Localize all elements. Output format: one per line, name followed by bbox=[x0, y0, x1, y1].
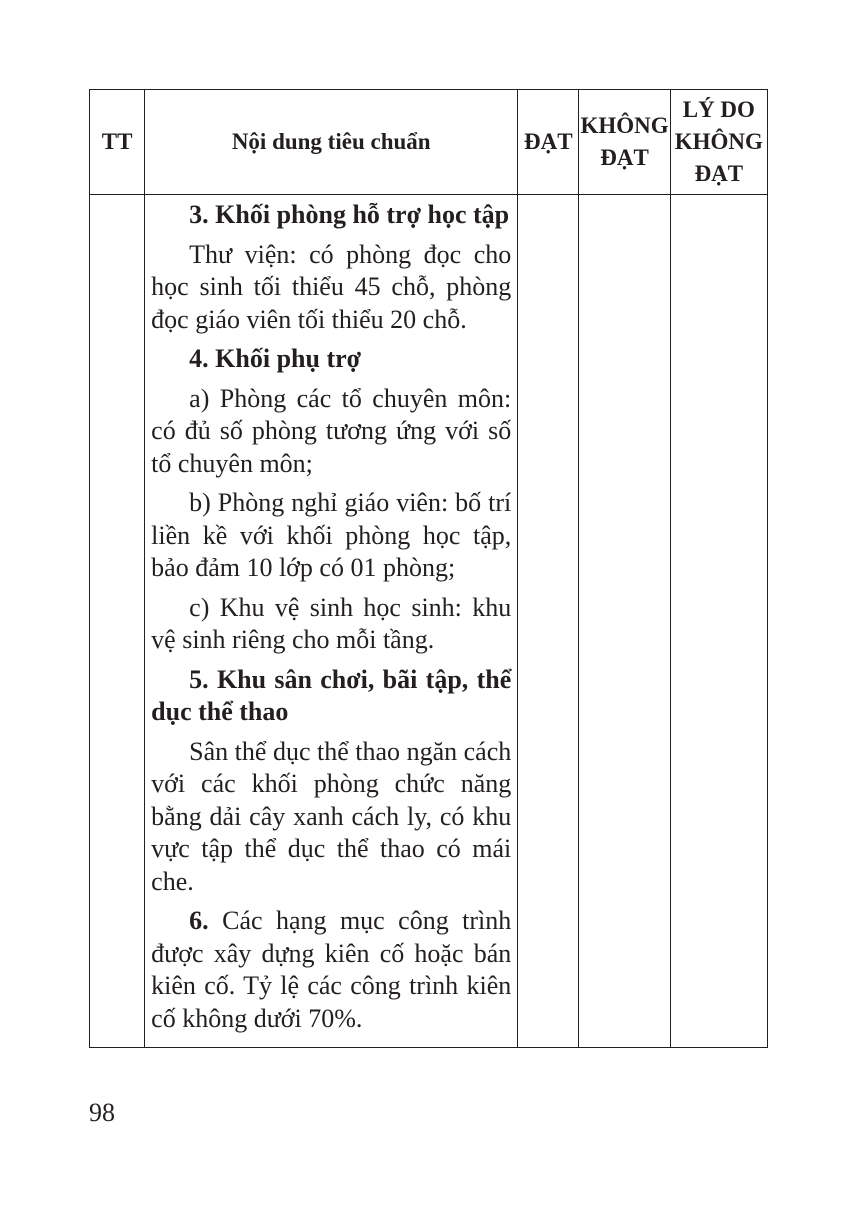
cell-content bbox=[145, 195, 518, 1048]
header-dat bbox=[518, 90, 579, 195]
section-3-text: Thư viện: có phòng đọc cho học sinh tối thiểu 45 chỗ, phòng đọc giáo viên tối thiểu 20 chỗ. bbox=[151, 239, 512, 334]
table-row bbox=[90, 195, 768, 1048]
header-content bbox=[145, 90, 518, 195]
header-ly-do bbox=[670, 90, 767, 195]
section-5-text: Sân thể dục thể thao ngăn cách với các khối phòng chức năng bằng dải cây xanh cách ly, có khu vực tập thể dục thể thao có mái che. bbox=[151, 736, 512, 896]
page-number: 98 bbox=[89, 1098, 115, 1127]
header-dat-label: ĐẠT bbox=[524, 128, 573, 154]
header-tt bbox=[90, 90, 145, 195]
section-4-heading: 4. Khối phụ trợ bbox=[189, 344, 362, 373]
header-khong-dat-line2: ĐẠT bbox=[600, 145, 649, 170]
section-6-text bbox=[151, 905, 511, 1035]
section-3-heading: 3. Khối phòng hỗ trợ học tập bbox=[189, 200, 510, 229]
section-6-body: Các hạng mục công trình được xây dựng kiên cố hoặc bán kiên cố. Tỷ lệ các công trình kiên cố không dưới 70%. bbox=[151, 906, 512, 1033]
header-content-label: Nội dung tiêu chuẩn bbox=[231, 128, 431, 154]
cell-ly-do bbox=[670, 195, 767, 1048]
section-4b-text: b) Phòng nghỉ giáo viên: bố trí liền kề với khối phòng học tập, bảo đảm 10 lớp có 01 phòng; bbox=[151, 488, 512, 582]
header-ly-do-line3: ĐẠT bbox=[694, 161, 744, 187]
header-khong-dat bbox=[579, 90, 670, 195]
section-6-number: 6. bbox=[189, 906, 209, 935]
cell-dat bbox=[518, 195, 579, 1048]
cell-khong-dat bbox=[579, 195, 670, 1048]
criteria-table bbox=[89, 89, 768, 1048]
header-ly-do-line2: KHÔNG bbox=[674, 128, 763, 154]
header-tt-label: TT bbox=[101, 128, 133, 154]
table-header-row bbox=[90, 90, 768, 195]
section-4c-text: c) Khu vệ sinh học sinh: khu vệ sinh riêng cho mỗi tầng. bbox=[151, 592, 512, 654]
header-ly-do-line1: LÝ DO bbox=[682, 96, 755, 122]
section-5-heading: 5. Khu sân chơi, bãi tập, thể dục thể thao bbox=[151, 664, 512, 726]
cell-tt bbox=[90, 195, 145, 1048]
header-khong-dat-line1: KHÔNG bbox=[580, 112, 669, 138]
section-4a-text: a) Phòng các tổ chuyên môn: có đủ số phòng tương ứng với số tổ chuyên môn; bbox=[151, 383, 512, 478]
